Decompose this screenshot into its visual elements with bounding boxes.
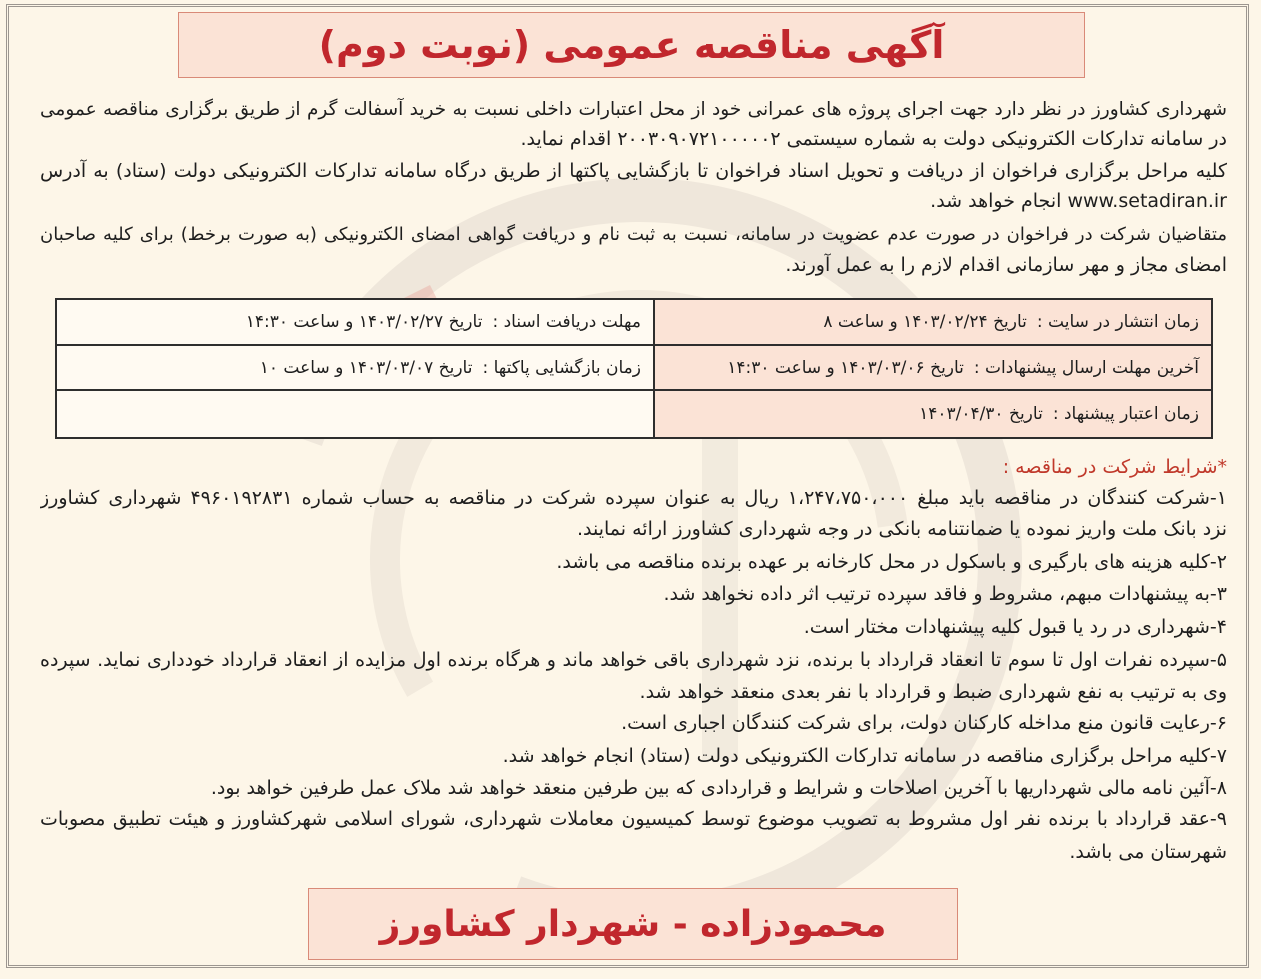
schedule-label: مهلت دریافت اسناد : (492, 312, 641, 332)
condition-line: ۴-شهرداری در رد یا قبول کلیه پیشنهادات مختار است. (803, 616, 1227, 638)
schedule-label: زمان انتشار در سایت : (1036, 312, 1199, 332)
signature-text: محمودزاده - شهردار کشاورز (379, 903, 887, 945)
condition-line: ۶-رعایت قانون منع مداخله کارکنان دولت، برای شرکت کنندگان اجباری است. (621, 712, 1227, 734)
schedule-cell (654, 345, 1212, 390)
schedule-value: تاریخ ۱۴۰۳/۰۳/۰۶ و ساعت ۱۴:۳۰ (727, 357, 964, 378)
schedule-value: تاریخ ۱۴۰۳/۰۳/۰۷ و ساعت ۱۰ (259, 357, 473, 378)
condition-line: ۷-کلیه مراحل برگزاری مناقصه در سامانه تدارکات الکترونیکی دولت (ستاد) انجام خواهد شد. (502, 745, 1227, 767)
intro-line: امضای مجاز و مهر سازمانی اقدام لازم را به عمل آورند. (785, 254, 1227, 276)
schedule-label: زمان بازگشایی پاکتها : (482, 357, 641, 378)
schedule-value: تاریخ ۱۴۰۳/۰۴/۳۰ (919, 404, 1043, 424)
condition-line: ۵-سپرده نفرات اول تا سوم تا انعقاد قرارداد با برنده، نزد شهرداری باقی خواهد ماند و هرگاه برنده اول مزایده از انعقاد قرارداد خودداری نماید. سپرده (40, 649, 1227, 671)
schedule-row (56, 390, 1212, 438)
schedule-cell (56, 345, 654, 390)
conditions-heading: *شرایط شرکت در مناقصه : (1002, 456, 1227, 478)
schedule-value: تاریخ ۱۴۰۳/۰۲/۲۷ و ساعت ۱۴:۳۰ (245, 312, 483, 332)
condition-line: ۹-عقد قرارداد با برنده نفر اول مشروط به تصویب موضوع توسط کمیسیون معاملات شهرداری، شورای اسلامی شهرکشاورز و هیئت تطبیق مصوبات (40, 808, 1227, 830)
condition-line: وی به ترتیب به نفع شهرداری ضبط و قرارداد با نفر بعدی منعقد خواهد شد. (639, 681, 1227, 703)
schedule-cell (56, 299, 654, 345)
schedule-row (56, 345, 1212, 390)
intro-line: www.setadiran.ir انجام خواهد شد. (930, 190, 1227, 212)
schedule-label: آخرین مهلت ارسال پیشنهادات : (973, 357, 1199, 378)
condition-line: ۲-کلیه هزینه های بارگیری و باسکول در محل کارخانه بر عهده برنده مناقصه می باشد. (556, 551, 1227, 573)
intro-line: متقاضیان شرکت در فراخوان در صورت عدم عضویت در سامانه، نسبت به ثبت نام و دریافت گواهی امضای الکترونیکی (به صورت برخط) برای کلیه صاحبان (40, 224, 1227, 245)
intro-line: در سامانه تدارکات الکترونیکی دولت به شماره سیستمی ۲۰۰۳۰۹۰۷۲۱۰۰۰۰۰۲ اقدام نماید. (520, 128, 1227, 150)
schedule-row (56, 299, 1212, 345)
signature-banner (308, 888, 958, 960)
page-title: آگهی مناقصه عمومی (نوبت دوم) (318, 23, 945, 67)
condition-line: ۳-به پیشنهادات مبهم، مشروط و فاقد سپرده ترتیب اثر داده نخواهد شد. (663, 583, 1227, 605)
title-banner (178, 12, 1085, 78)
schedule-cell-empty (56, 390, 654, 438)
intro-line: شهرداری کشاورز در نظر دارد جهت اجرای پروژه های عمرانی خود از محل اعتبارات داخلی نسبت به خرید آسفالت گرم از طریق برگزاری مناقصه عمومی (40, 99, 1227, 120)
schedule-cell (654, 390, 1212, 438)
condition-line: ۸-آئین نامه مالی شهرداریها با آخرین اصلاحات و شرایط و قراردادی که بین طرفین منعقد خواهد شد ملاک عمل طرفین خواهد بود. (210, 777, 1227, 799)
condition-line: نزد بانک ملت واریز نموده یا ضمانتنامه بانکی در وجه شهرداری کشاورز ارائه نمایند. (576, 518, 1227, 540)
schedule-table (55, 298, 1213, 439)
schedule-cell (654, 299, 1212, 345)
schedule-label: زمان اعتبار پیشنهاد : (1052, 404, 1199, 424)
schedule-value: تاریخ ۱۴۰۳/۰۲/۲۴ و ساعت ۸ (823, 312, 1027, 332)
condition-line: شهرستان می باشد. (1069, 841, 1227, 863)
condition-line: ۱-شرکت کنندگان در مناقصه باید مبلغ ۱،۲۴۷،۷۵۰،۰۰۰ ریال به عنوان سپرده شرکت در مناقصه به حساب شماره ۴۹۶۰۱۹۲۸۳۱ شهرداری کشاورز (40, 487, 1227, 509)
intro-line: کلیه مراحل برگزاری فراخوان از دریافت و تحویل اسناد فراخوان تا بازگشایی پاکتها از طریق درگاه سامانه تدارکات الکترونیکی دولت (ستاد) به آدرس (40, 160, 1227, 182)
